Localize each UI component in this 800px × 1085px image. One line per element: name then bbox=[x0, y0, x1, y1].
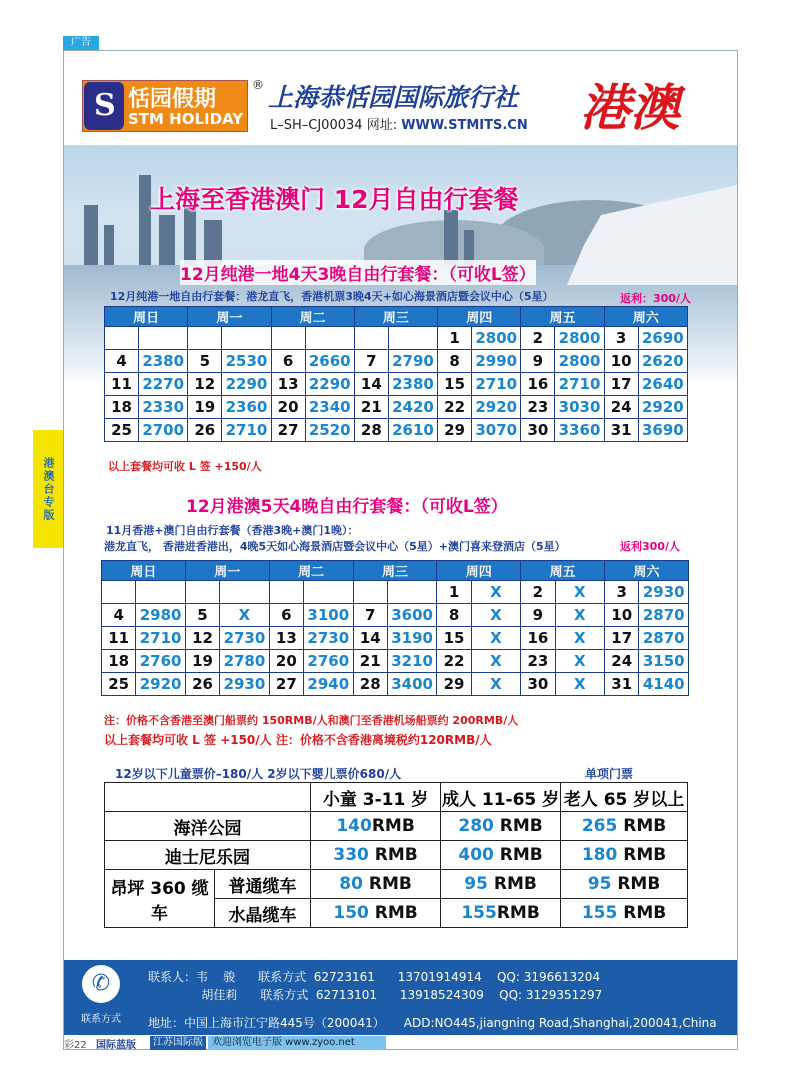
calendar-price: X bbox=[471, 627, 521, 650]
logo-s-icon: S bbox=[84, 82, 124, 130]
calendar-day: 3 bbox=[604, 327, 638, 350]
ticket-header-child: 小童 3-11 岁 bbox=[311, 783, 441, 812]
calendar-price: 2360 bbox=[222, 396, 271, 419]
calendar-price: 2920 bbox=[472, 396, 521, 419]
ticket-row bbox=[105, 812, 688, 841]
calendar-price: 2920 bbox=[136, 673, 186, 696]
ticket-header-blank bbox=[105, 783, 311, 812]
phone-label: 联系方式 bbox=[81, 1014, 121, 1025]
calendar-price: 2710 bbox=[222, 419, 271, 442]
calendar-price bbox=[220, 581, 270, 604]
calendar-day: 21 bbox=[353, 650, 387, 673]
calendar-day: 21 bbox=[354, 396, 388, 419]
calendar-price: 2800 bbox=[472, 327, 521, 350]
calendar-day: 2 bbox=[521, 327, 555, 350]
calendar-price: 2710 bbox=[472, 373, 521, 396]
calendar-week bbox=[105, 373, 688, 396]
calendar-day: 15 bbox=[438, 373, 472, 396]
calendar-price: 2380 bbox=[139, 350, 188, 373]
calendar-price bbox=[139, 327, 188, 350]
site-label: 网址: bbox=[366, 118, 398, 133]
calendar-price: 3030 bbox=[555, 396, 604, 419]
calendar-price: 4140 bbox=[639, 673, 689, 696]
pkg2-title: 12月港澳5天4晚自由行套餐：（可收L签） bbox=[186, 497, 508, 517]
calendar-price: 2380 bbox=[388, 373, 437, 396]
calendar-day: 16 bbox=[521, 373, 555, 396]
calendar-price: X bbox=[555, 650, 605, 673]
calendar-day: 2 bbox=[521, 581, 555, 604]
calendar-day: 31 bbox=[604, 419, 638, 442]
calendar-price: 2800 bbox=[555, 350, 604, 373]
weekday-header: 周三 bbox=[354, 307, 437, 327]
calendar-day: 5 bbox=[185, 604, 219, 627]
calendar-week bbox=[105, 396, 688, 419]
calendar-day bbox=[271, 327, 305, 350]
welcome-link[interactable]: 欢迎浏览电子版 www.zyoo.net bbox=[208, 1036, 386, 1050]
calendar-day: 13 bbox=[271, 373, 305, 396]
calendar-day: 22 bbox=[437, 650, 471, 673]
calendar-price: 3600 bbox=[387, 604, 437, 627]
ticket-row bbox=[105, 870, 688, 899]
weekday-header: 周五 bbox=[521, 561, 605, 581]
calendar-price: 2290 bbox=[305, 373, 354, 396]
calendar-price: X bbox=[471, 650, 521, 673]
calendar-price: X bbox=[471, 581, 521, 604]
calendar-price: 3400 bbox=[387, 673, 437, 696]
side-tab: 港澳台专版 bbox=[33, 430, 63, 548]
calendar-price: X bbox=[555, 581, 605, 604]
pkg2-desc2: 港龙直飞， 香港进香港出，4晚5天如心海景酒店暨会议中心（5星）+澳门喜来登酒店（5星） bbox=[104, 540, 566, 553]
ticket-name: 迪士尼乐园 bbox=[105, 841, 311, 870]
calendar-price: 3100 bbox=[304, 604, 354, 627]
pkg2-desc1: 11月香港+澳门自由行套餐（香港3晚+澳门1晚）： bbox=[106, 524, 359, 537]
calendar-price: 2760 bbox=[136, 650, 186, 673]
weekday-header: 周四 bbox=[438, 307, 521, 327]
ticket-name: 水晶缆车 bbox=[215, 899, 311, 928]
calendar-price: 2530 bbox=[222, 350, 271, 373]
calendar-price: 3210 bbox=[387, 650, 437, 673]
calendar-price: 2710 bbox=[136, 627, 186, 650]
ticket-price: 95 RMB bbox=[441, 870, 561, 899]
ticket-price: 330 RMB bbox=[311, 841, 441, 870]
calendar-price: 2870 bbox=[639, 627, 689, 650]
phone-icon: ✆ bbox=[82, 965, 120, 1003]
calendar-day: 12 bbox=[188, 373, 222, 396]
page-number: 彩22 bbox=[64, 1040, 87, 1051]
ticket-price: 155 RMB bbox=[561, 899, 688, 928]
weekday-header: 周一 bbox=[185, 561, 269, 581]
calendar-price: X bbox=[471, 604, 521, 627]
address-line: 地址：中国上海市江宁路445号（200041） ADD:NO445,jiangning Road,Shanghai,200041,China bbox=[148, 1016, 717, 1030]
ticket-price: 150 RMB bbox=[311, 899, 441, 928]
ticket-price: 155RMB bbox=[441, 899, 561, 928]
calendar-price: 2730 bbox=[220, 627, 270, 650]
calendar-price: 2920 bbox=[638, 396, 687, 419]
calendar-price: 2610 bbox=[388, 419, 437, 442]
calendar-price: 2980 bbox=[136, 604, 186, 627]
calendar-price: 2730 bbox=[304, 627, 354, 650]
pkg1-rebate: 返利：300/人 bbox=[620, 292, 691, 305]
calendar-week bbox=[102, 581, 689, 604]
pkg1-calendar bbox=[104, 306, 688, 442]
contact-line-2: 胡佳莉 联系方式 62713101 13918524309 QQ: 3129351297 bbox=[148, 988, 603, 1002]
calendar-price: 2340 bbox=[305, 396, 354, 419]
calendar-day: 4 bbox=[105, 350, 139, 373]
calendar-day: 3 bbox=[605, 581, 639, 604]
calendar-day: 30 bbox=[521, 419, 555, 442]
calendar-price: X bbox=[220, 604, 270, 627]
calendar-price: 2930 bbox=[639, 581, 689, 604]
calendar-day: 11 bbox=[105, 373, 139, 396]
ticket-price: 180 RMB bbox=[561, 841, 688, 870]
logo-cn: 恬园假期 bbox=[128, 87, 217, 112]
calendar-day: 6 bbox=[269, 604, 303, 627]
ticket-price: 400 RMB bbox=[441, 841, 561, 870]
calendar-day: 22 bbox=[438, 396, 472, 419]
calendar-week bbox=[102, 650, 689, 673]
calendar-price bbox=[305, 327, 354, 350]
weekday-header: 周日 bbox=[102, 561, 186, 581]
calendar-week bbox=[102, 604, 689, 627]
ticket-price: 80 RMB bbox=[311, 870, 441, 899]
calendar-price bbox=[304, 581, 354, 604]
calendar-day: 10 bbox=[605, 604, 639, 627]
calendar-price: 2870 bbox=[639, 604, 689, 627]
calendar-day: 28 bbox=[353, 673, 387, 696]
calendar-price: 2780 bbox=[220, 650, 270, 673]
calendar-price: 2940 bbox=[304, 673, 354, 696]
registered-mark: ® bbox=[252, 78, 264, 92]
pkg1-title: 12月纯港一地4天3晚自由行套餐：（可收L签） bbox=[180, 260, 536, 285]
calendar-day: 1 bbox=[438, 327, 472, 350]
calendar-day: 19 bbox=[188, 396, 222, 419]
calendar-day: 19 bbox=[185, 650, 219, 673]
ticket-price: 280 RMB bbox=[441, 812, 561, 841]
calendar-day: 12 bbox=[185, 627, 219, 650]
calendar-day: 4 bbox=[102, 604, 136, 627]
calendar-day: 18 bbox=[102, 650, 136, 673]
calendar-price: 2930 bbox=[220, 673, 270, 696]
calendar-day bbox=[188, 327, 222, 350]
calendar-price: 3690 bbox=[638, 419, 687, 442]
calendar-week bbox=[102, 627, 689, 650]
calendar-day: 17 bbox=[605, 627, 639, 650]
weekday-header: 周六 bbox=[604, 307, 687, 327]
calendar-price: 2800 bbox=[555, 327, 604, 350]
weekday-header: 周五 bbox=[521, 307, 604, 327]
calendar-price: 3070 bbox=[472, 419, 521, 442]
calendar-price: 2290 bbox=[222, 373, 271, 396]
calendar-day: 9 bbox=[521, 350, 555, 373]
calendar-price: 2790 bbox=[388, 350, 437, 373]
weekday-header: 周二 bbox=[271, 307, 354, 327]
calendar-day: 23 bbox=[521, 396, 555, 419]
ticket-price: 265 RMB bbox=[561, 812, 688, 841]
weekday-header: 周二 bbox=[269, 561, 353, 581]
calendar-day: 26 bbox=[188, 419, 222, 442]
calendar-day: 20 bbox=[271, 396, 305, 419]
calendar-price: 3150 bbox=[639, 650, 689, 673]
calendar-day bbox=[353, 581, 387, 604]
calendar-day: 8 bbox=[437, 604, 471, 627]
pkg1-note: 以上套餐均可收 L 签 +150/人 bbox=[108, 460, 262, 473]
pkg2-rebate: 返利300/人 bbox=[620, 540, 680, 553]
ticket-price: 140RMB bbox=[311, 812, 441, 841]
ticket-table bbox=[104, 782, 688, 928]
ticket-header-adult: 成人 11-65 岁 bbox=[441, 783, 561, 812]
calendar-week bbox=[105, 350, 688, 373]
calendar-day: 25 bbox=[102, 673, 136, 696]
calendar-price bbox=[222, 327, 271, 350]
ticket-price: 95 RMB bbox=[561, 870, 688, 899]
calendar-day: 9 bbox=[521, 604, 555, 627]
calendar-day: 27 bbox=[269, 673, 303, 696]
pkg1-desc: 12月纯港一地自由行套餐：港龙直飞，香港机票3晚4天+如心海景酒店暨会议中心（5星） bbox=[110, 290, 554, 303]
weekday-header: 周四 bbox=[437, 561, 521, 581]
weekday-header: 周日 bbox=[105, 307, 188, 327]
calendar-day: 30 bbox=[521, 673, 555, 696]
calendar-price bbox=[388, 327, 437, 350]
calendar-day: 17 bbox=[604, 373, 638, 396]
calendar-price: 2700 bbox=[139, 419, 188, 442]
ticket-name: 海洋公园 bbox=[105, 812, 311, 841]
license-code: L–SH–CJ00034 bbox=[270, 118, 363, 133]
calendar-price bbox=[387, 581, 437, 604]
calendar-day: 15 bbox=[437, 627, 471, 650]
calendar-day: 29 bbox=[437, 673, 471, 696]
license-line bbox=[270, 114, 528, 133]
company-name: 上海恭恬园国际旅行社 bbox=[268, 83, 519, 112]
calendar-week bbox=[102, 673, 689, 696]
calendar-price: X bbox=[555, 627, 605, 650]
calendar-day: 24 bbox=[605, 650, 639, 673]
calendar-price: 2690 bbox=[638, 327, 687, 350]
calendar-week bbox=[105, 419, 688, 442]
calendar-day bbox=[269, 581, 303, 604]
calendar-price: 2660 bbox=[305, 350, 354, 373]
logo-en: STM HOLIDAY bbox=[128, 110, 244, 128]
calendar-header bbox=[102, 561, 689, 581]
calendar-price: X bbox=[555, 604, 605, 627]
banner-title: 上海至香港澳门 12月自由行套餐 bbox=[150, 185, 519, 214]
calendar-price: X bbox=[555, 673, 605, 696]
calendar-price: 2760 bbox=[304, 650, 354, 673]
website-link[interactable]: WWW.STMITS.CN bbox=[401, 118, 528, 133]
calendar-week bbox=[105, 327, 688, 350]
calendar-price: 2990 bbox=[472, 350, 521, 373]
calendar-day: 29 bbox=[438, 419, 472, 442]
calendar-price: 2330 bbox=[139, 396, 188, 419]
weekday-header: 周三 bbox=[353, 561, 437, 581]
pkg2-note1: 注：价格不含香港至澳门船票约 150RMB/人和澳门至香港机场船票约 200RMB/人 bbox=[104, 714, 519, 727]
calendar-day bbox=[185, 581, 219, 604]
calendar-day: 18 bbox=[105, 396, 139, 419]
weekday-header: 周六 bbox=[605, 561, 689, 581]
calendar-day: 20 bbox=[269, 650, 303, 673]
cable-group: 昂坪 360 缆车 bbox=[105, 870, 215, 928]
calendar-day: 1 bbox=[437, 581, 471, 604]
calendar-price: 3190 bbox=[387, 627, 437, 650]
edition-label: 国际蓝版 bbox=[96, 1040, 136, 1051]
calendar-day: 14 bbox=[354, 373, 388, 396]
calendar-price: 2640 bbox=[638, 373, 687, 396]
calendar-day: 11 bbox=[102, 627, 136, 650]
pkg2-note2: 以上套餐均可收 L 签 +150/人 注：价格不含香港离境税约120RMB/人 bbox=[104, 733, 492, 747]
calendar-day: 5 bbox=[188, 350, 222, 373]
calendar-price: 3360 bbox=[555, 419, 604, 442]
calendar-day: 6 bbox=[271, 350, 305, 373]
single-ticket-label: 单项门票 bbox=[585, 767, 634, 781]
calendar-header bbox=[105, 307, 688, 327]
calendar-day: 27 bbox=[271, 419, 305, 442]
weekday-header: 周一 bbox=[188, 307, 271, 327]
calendar-day: 28 bbox=[354, 419, 388, 442]
calendar-day: 25 bbox=[105, 419, 139, 442]
ad-tag: 广告 bbox=[63, 36, 99, 50]
calendar-price: 2520 bbox=[305, 419, 354, 442]
calendar-day bbox=[354, 327, 388, 350]
ticket-name: 普通缆车 bbox=[215, 870, 311, 899]
calendar-price: 2710 bbox=[555, 373, 604, 396]
gangao-calligraphy: 港澳 bbox=[580, 78, 680, 137]
contact-line-1: 联系人：韦 骏 联系方式 62723161 13701914914 QQ: 3196613204 bbox=[148, 970, 601, 984]
calendar-day bbox=[102, 581, 136, 604]
calendar-price bbox=[136, 581, 186, 604]
ticket-header-senior: 老人 65 岁以上 bbox=[561, 783, 688, 812]
calendar-day bbox=[105, 327, 139, 350]
child-price-note: 12岁以下儿童票价–180/人 2岁以下婴儿票价680/人 bbox=[115, 767, 402, 781]
calendar-day: 7 bbox=[354, 350, 388, 373]
calendar-day: 26 bbox=[185, 673, 219, 696]
calendar-day: 23 bbox=[521, 650, 555, 673]
calendar-day: 14 bbox=[353, 627, 387, 650]
pkg2-calendar bbox=[101, 560, 689, 696]
calendar-day: 16 bbox=[521, 627, 555, 650]
calendar-day: 24 bbox=[604, 396, 638, 419]
calendar-day: 13 bbox=[269, 627, 303, 650]
calendar-price: 2620 bbox=[638, 350, 687, 373]
calendar-price: X bbox=[471, 673, 521, 696]
calendar-price: 2270 bbox=[139, 373, 188, 396]
calendar-day: 31 bbox=[605, 673, 639, 696]
calendar-day: 8 bbox=[438, 350, 472, 373]
calendar-day: 10 bbox=[604, 350, 638, 373]
ticket-row bbox=[105, 841, 688, 870]
ticket-header-row bbox=[105, 783, 688, 812]
region-label: 江苏国际版 bbox=[150, 1036, 206, 1050]
calendar-price: 2420 bbox=[388, 396, 437, 419]
calendar-day: 7 bbox=[353, 604, 387, 627]
